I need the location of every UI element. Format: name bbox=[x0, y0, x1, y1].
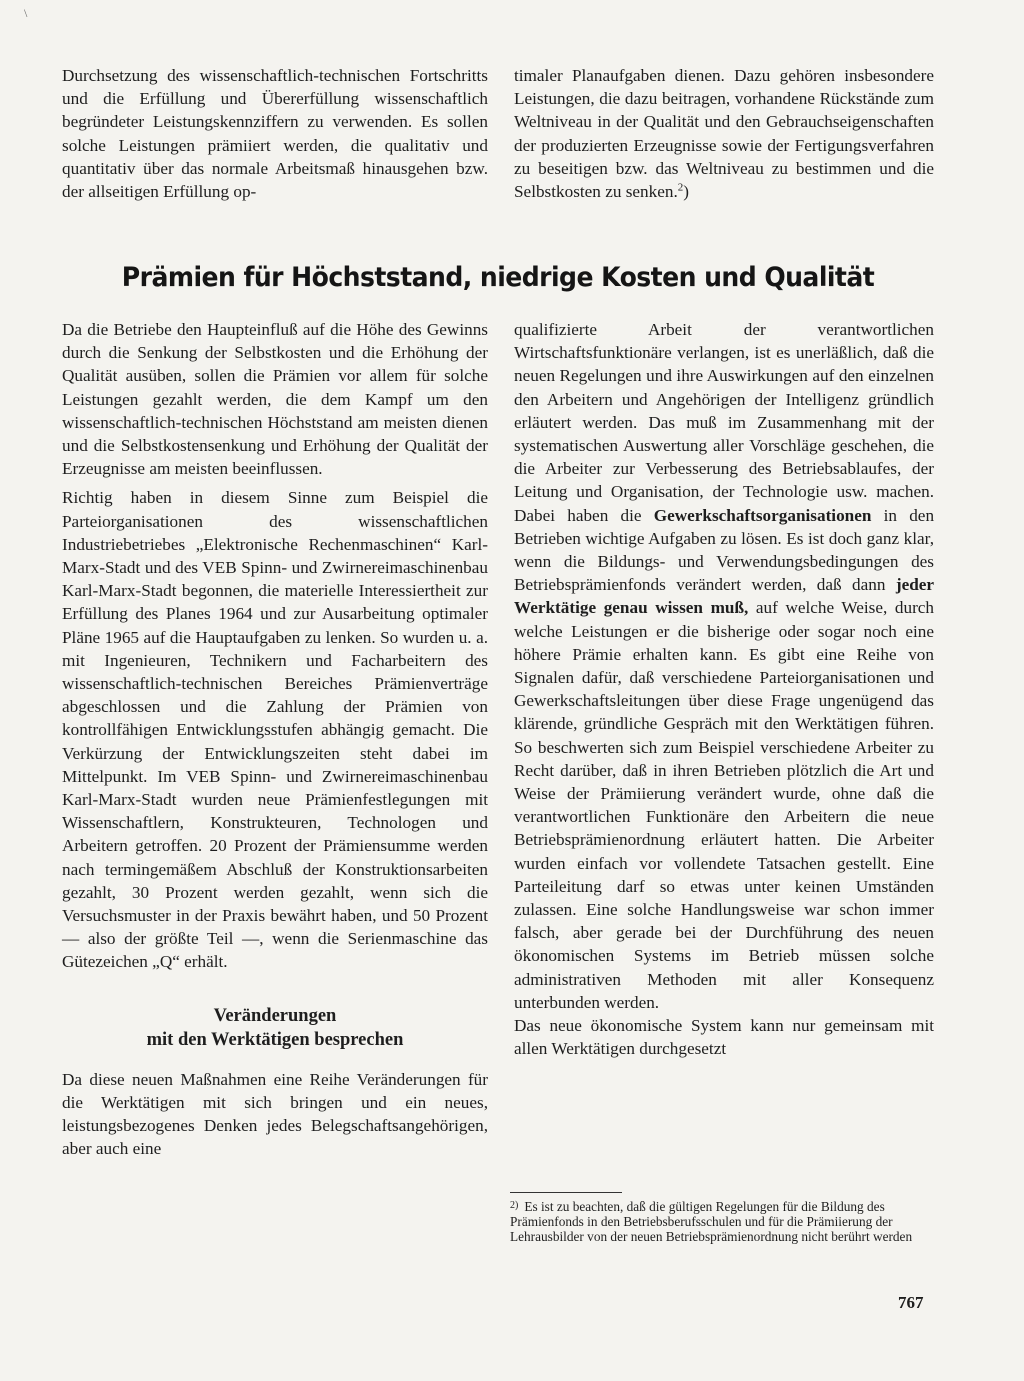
top-right-paragraph bbox=[514, 64, 934, 203]
left-paragraph-2: Richtig haben in diesem Sinne zum Beispiel die Parteiorganisationen des wissenschaftlichen Industriebetriebes „Elektronische Rechenmaschinen“ Karl-Marx-Stadt und des VEB Spinn- und Zwirnereimaschinenbau Karl-Marx-Stadt begonnen, die materielle Interessiertheit zur Erfüllung des Planes 1964 und zur Ausarbeitung optimaler Pläne 1965 auf die Hauptaufgaben zu lenken. So wurden u. a. mit Ingenieuren, Technikern und Facharbeitern des wissenschaftlich-technischen Bereiches Prämienverträge abgeschlossen und die Zahlung der Prämien von kontrollfähigen Entwicklungsstufen abhängig gemacht. Die Verkürzung der Entwicklungszeiten steht dabei im Mittelpunkt. Im VEB Spinn- und Zwirnereimaschinenbau Karl-Marx-Stadt wurden neue Prämienfestlegungen mit Wissenschaftlern, Konstrukteuren, Technologen und Arbeitern getroffen. 20 Prozent der Prämiensumme werden nach termingemäßem Abschluß der Konstruktionsarbeiten gezahlt, 30 Prozent werden gezahlt, wenn sich die Versuchsmuster in der Praxis bewährt haben, und 50 Prozent — also der größte Teil —, wenn die Serienmaschine das Gütezeichen „Q“ erhält. bbox=[62, 488, 488, 972]
right-paragraph-1 bbox=[514, 318, 934, 1014]
subheading-line-2: mit den Werktätigen besprechen bbox=[146, 1029, 404, 1050]
top-left-paragraph: Durchsetzung des wissenschaftlich-technischen Fortschritts und die Erfüllung und Übererfüllung wissenschaftlich begründeter Leistungskennziffern zu verwenden. Es sollen solche Leistungen prämiiert werden, die qualitativ und quantitativ über das normale Arbeitsmaß hinausgehen bzw. der allseitigen Erfüllung op- bbox=[62, 66, 488, 202]
top-left-column bbox=[62, 64, 488, 203]
footnote-text: Es ist zu beachten, daß die gültigen Regelungen für die Bildung des Prämienfonds in den Betriebsberufsschulen und für die Prämiierung der Lehrausbilder von der neuen Betriebsprämienordnung nicht berührt werden bbox=[510, 1199, 913, 1244]
left-paragraph-3: Da diese neuen Maßnahmen eine Reihe Veränderungen für die Werktätigen mit sich bringen und ein neues, leistungsbezogenes Denken jedes Belegschaftsangehörigen, aber auch eine bbox=[62, 1069, 488, 1159]
right-p1-bold-1: Gewerkschaftsorganisationen bbox=[653, 505, 872, 525]
left-paragraph-1: Da die Betriebe den Haupteinfluß auf die Höhe des Gewinns durch die Senkung der Selbstkosten und die Erhöhung der Qualität ausüben, sollen die Prämien vor allem für solche Leistungen gezahlt werden, die dem Kampf um den wissenschaftlich-technischen Höchststand am meisten dienen und die Selbstkostensenkung und Erhöhung der Qualität der Erzeugnisse am meisten beeinflussen. bbox=[62, 320, 488, 479]
footnote-divider bbox=[510, 1192, 622, 1193]
page-number: 767 bbox=[898, 1293, 924, 1312]
subheading-line-1: Veränderungen bbox=[213, 1005, 337, 1026]
main-right-column bbox=[514, 318, 934, 1061]
article-headline: Prämien für Höchststand, niedrige Kosten und Qualität bbox=[121, 262, 875, 293]
main-left-column bbox=[62, 318, 488, 1161]
right-paragraph-2: Das neue ökonomische System kann nur gemeinsam mit allen Werktätigen durchgesetzt bbox=[514, 1016, 934, 1059]
section-subheading bbox=[62, 1004, 488, 1052]
footnote-reference: 2 bbox=[677, 181, 684, 194]
footnote-ref-paren: ) bbox=[683, 182, 689, 202]
footnote-marker: 2) bbox=[510, 1200, 519, 1211]
right-p1-text-b: in den Betrieben wichtige Aufgaben zu lösen. Es ist doch ganz klar, wenn die Bildungs- und Verwendungsbedingungen des Betriebsprämienfonds verändert werden, daß dann bbox=[514, 505, 935, 595]
footnote bbox=[510, 1198, 940, 1244]
margin-mark: \ bbox=[24, 6, 28, 20]
right-p1-text-c: auf welche Weise, durch welche Leistungen er die bisherige oder sogar noch eine höhere Prämie erhalten kann. Es gibt eine Reihe von Signalen dafür, daß verschiedene Parteiorganisationen und Gewerkschaftsleitungen über diese Frage ungenügend das klärende, gründliche Gespräch mit den Werktätigen führen. So beschwerten sich zum Beispiel verschiedene Arbeiter zu Recht darüber, daß in ihren Betrieben plötzlich die Art und Weise der Prämiierung verändert wurde, ohne daß die verantwortlichen Funktionäre den Arbeitern die neue Betriebsprämienordnung erläutert hatten. Die Arbeiter wurden einfach vor vollendete Tatsachen gestellt. Eine Parteileitung darf so etwas unter keinen Umständen zulassen. Eine solche Handlungsweise war schon immer falsch, aber gerade bei der Durchführung des neuen ökonomischen Systems im Betrieb müssen solche administrativen Methoden mit aller Konsequenz unterbunden werden. bbox=[514, 598, 935, 1012]
right-p1-text-a: qualifizierte Arbeit der verantwortlichen Wirtschaftsfunktionäre verlangen, ist es unerläßlich, daß die neuen Regelungen und ihre Auswirkungen auf den einzelnen den Arbeitern und Angehörigen der Intelligenz gründlich erläutert werden. Das muß im Zusammenhang mit der systematischen Auswertung aller Vorschläge geschehen, die die Arbeiter zur Verbesserung des Betriebsablaufes, der Leitung und Organisation, der Technologie usw. machen. Dabei haben die bbox=[514, 320, 934, 525]
top-right-text: timaler Planaufgaben dienen. Dazu gehören insbesondere Leistungen, die dazu beitragen, vorhandene Rückstände zum Weltniveau in der Qualität und den Gebrauchseigenschaften der produzierten Erzeugnisse sowie der Fertigungsverfahren zu beseitigen bzw. das Weltniveau zu bestimmen und die Selbstkosten zu senken. bbox=[514, 66, 934, 202]
right-p1-bold-2: jeder Werktätige genau wissen muß, bbox=[514, 575, 935, 618]
top-right-column bbox=[514, 64, 934, 203]
